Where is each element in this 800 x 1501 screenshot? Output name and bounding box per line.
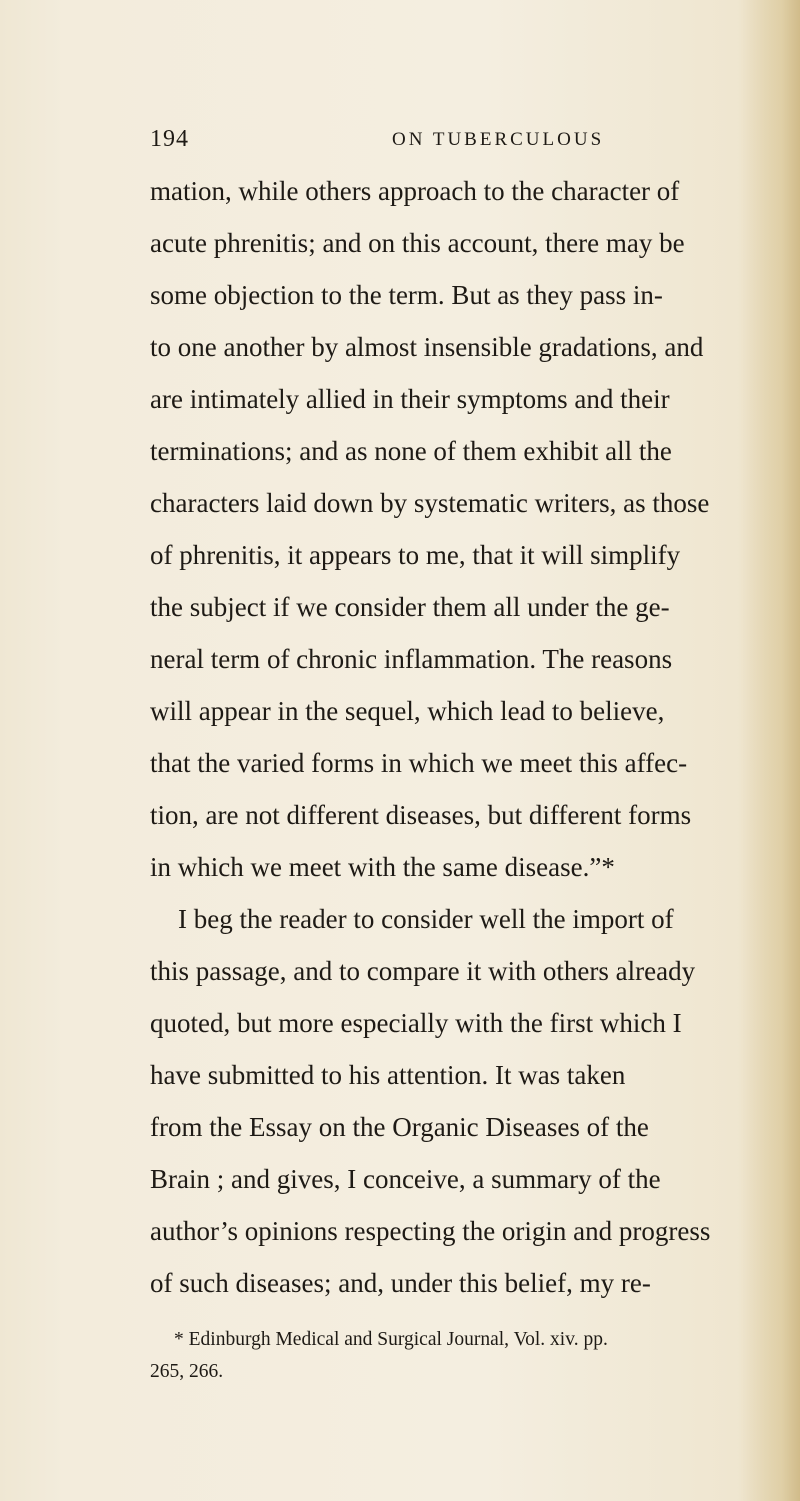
text-line: terminations; and as none of them exhibit all the: [150, 436, 672, 466]
text-line: are intimately allied in their symptoms and their: [150, 384, 670, 414]
text-line: in which we meet with the same disease.”*: [150, 852, 615, 882]
text-line: acute phrenitis; and on this account, there may be: [150, 228, 685, 258]
text-line: to one another by almost insensible gradations, and: [150, 332, 704, 362]
text-line: characters laid down by systematic writers, as those: [150, 488, 710, 518]
text-line: the subject if we consider them all under the ge-: [150, 592, 670, 622]
text-line: mation, while others approach to the character of: [150, 176, 680, 206]
page-number: 194: [150, 126, 189, 152]
text-line: of such diseases; and, under this belief, my re-: [150, 1268, 651, 1298]
text-line: author’s opinions respecting the origin and progress: [150, 1216, 711, 1246]
text-line: I beg the reader to consider well the import of: [178, 904, 674, 934]
page-edge-stain: [740, 0, 800, 1501]
footnote-line: 265, 266.: [150, 1361, 224, 1382]
text-line: from the Essay on the Organic Diseases of the: [150, 1112, 649, 1142]
text-line: quoted, but more especially with the first which I: [150, 1008, 682, 1038]
text-line: neral term of chronic inflammation. The reasons: [150, 644, 673, 674]
text-line: this passage, and to compare it with others already: [150, 956, 696, 986]
running-head: ON TUBERCULOUS: [392, 129, 605, 150]
text-line: will appear in the sequel, which lead to believe,: [150, 696, 665, 726]
text-line: some objection to the term. But as they pass in-: [150, 280, 663, 310]
text-line: Brain ; and gives, I conceive, a summary of the: [150, 1164, 661, 1194]
text-line: that the varied forms in which we meet this affec-: [150, 748, 688, 778]
text-line: tion, are not different diseases, but different forms: [150, 800, 692, 830]
footnote-line: * Edinburgh Medical and Surgical Journal, Vol. xiv. pp.: [174, 1329, 608, 1350]
page-header: [150, 126, 750, 166]
text-line: have submitted to his attention. It was taken: [150, 1060, 626, 1090]
text-line: of phrenitis, it appears to me, that it will simplify: [150, 540, 681, 570]
